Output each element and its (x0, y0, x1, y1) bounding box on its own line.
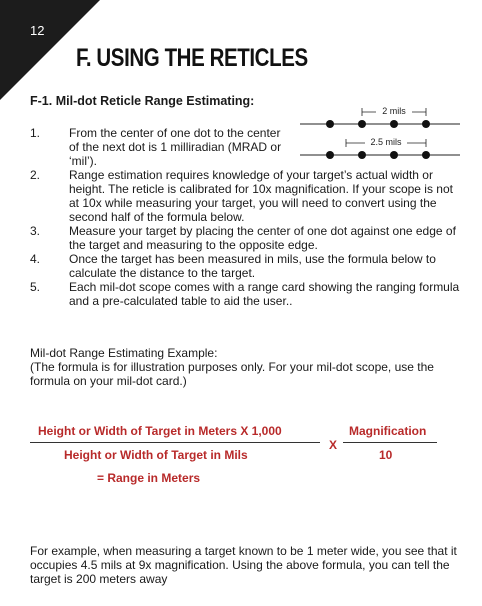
list-item (30, 252, 462, 280)
formula-denominator-2: 10 (379, 448, 393, 462)
dimension-label-top: 2 mils (382, 106, 406, 116)
formula-fraction-bar-2 (343, 442, 437, 443)
list-item-text: Each mil-dot scope comes with a range card showing the ranging formula and a pre-calculated table to aid the user.. (69, 280, 460, 308)
page-number: 12 (30, 23, 45, 38)
list-item-number: 3. (30, 224, 41, 238)
list-item-number: 2. (30, 168, 41, 182)
range-formula (30, 420, 470, 490)
list-item (30, 224, 462, 252)
example-note: (The formula is for illustration purposes only. For your mil-dot scope, use the formula on your mil-dot card.) (30, 360, 434, 388)
instruction-list (30, 126, 462, 308)
closing-paragraph: For example, when measuring a target known to be 1 meter wide, you see that it occupies 4.5 mils at 9x magnification. Using the above formula, you can tell the target is 200 meters away (30, 544, 457, 586)
page-title: F. USING THE RETICLES (76, 44, 308, 72)
list-item (30, 280, 462, 308)
formula-denominator-1: Height or Width of Target in Mils (64, 448, 248, 462)
section-heading-number: F-1. (30, 94, 53, 108)
list-item-number: 4. (30, 252, 41, 266)
formula-numerator-1: Height or Width of Target in Meters X 1,000 (38, 424, 282, 438)
list-item-text: Measure your target by placing the center of one dot against one edge of the target and measuring to the opposite edge. (69, 224, 456, 252)
list-item-text: From the center of one dot to the center of the next dot is 1 milliradian (MRAD or ‘mil’). (69, 126, 282, 168)
formula-result: = Range in Meters (97, 471, 201, 485)
list-item-number: 1. (30, 126, 41, 140)
list-item-text: Once the target has been measured in mils, use the formula below to calculate the distance to the target. (69, 252, 436, 280)
list-item-number: 5. (30, 280, 41, 294)
formula-numerator-2: Magnification (349, 424, 427, 438)
example-section (30, 346, 470, 388)
list-item (30, 126, 462, 168)
formula-times: X (329, 438, 338, 452)
formula-fraction-bar-1 (30, 442, 320, 443)
dimension-label-bottom: 2.5 mils (370, 137, 402, 147)
section-heading (30, 94, 254, 108)
section-heading-text: Mil-dot Reticle Range Estimating: (55, 94, 255, 108)
example-title: Mil-dot Range Estimating Example: (30, 346, 218, 360)
list-item (30, 168, 462, 224)
list-item-text: Range estimation requires knowledge of your target’s actual width or height. The reticle is calibrated for 10x magnification. If your scope is not at 10x while measuring your target, you will need to convert using the second half of the formula below. (69, 168, 453, 224)
